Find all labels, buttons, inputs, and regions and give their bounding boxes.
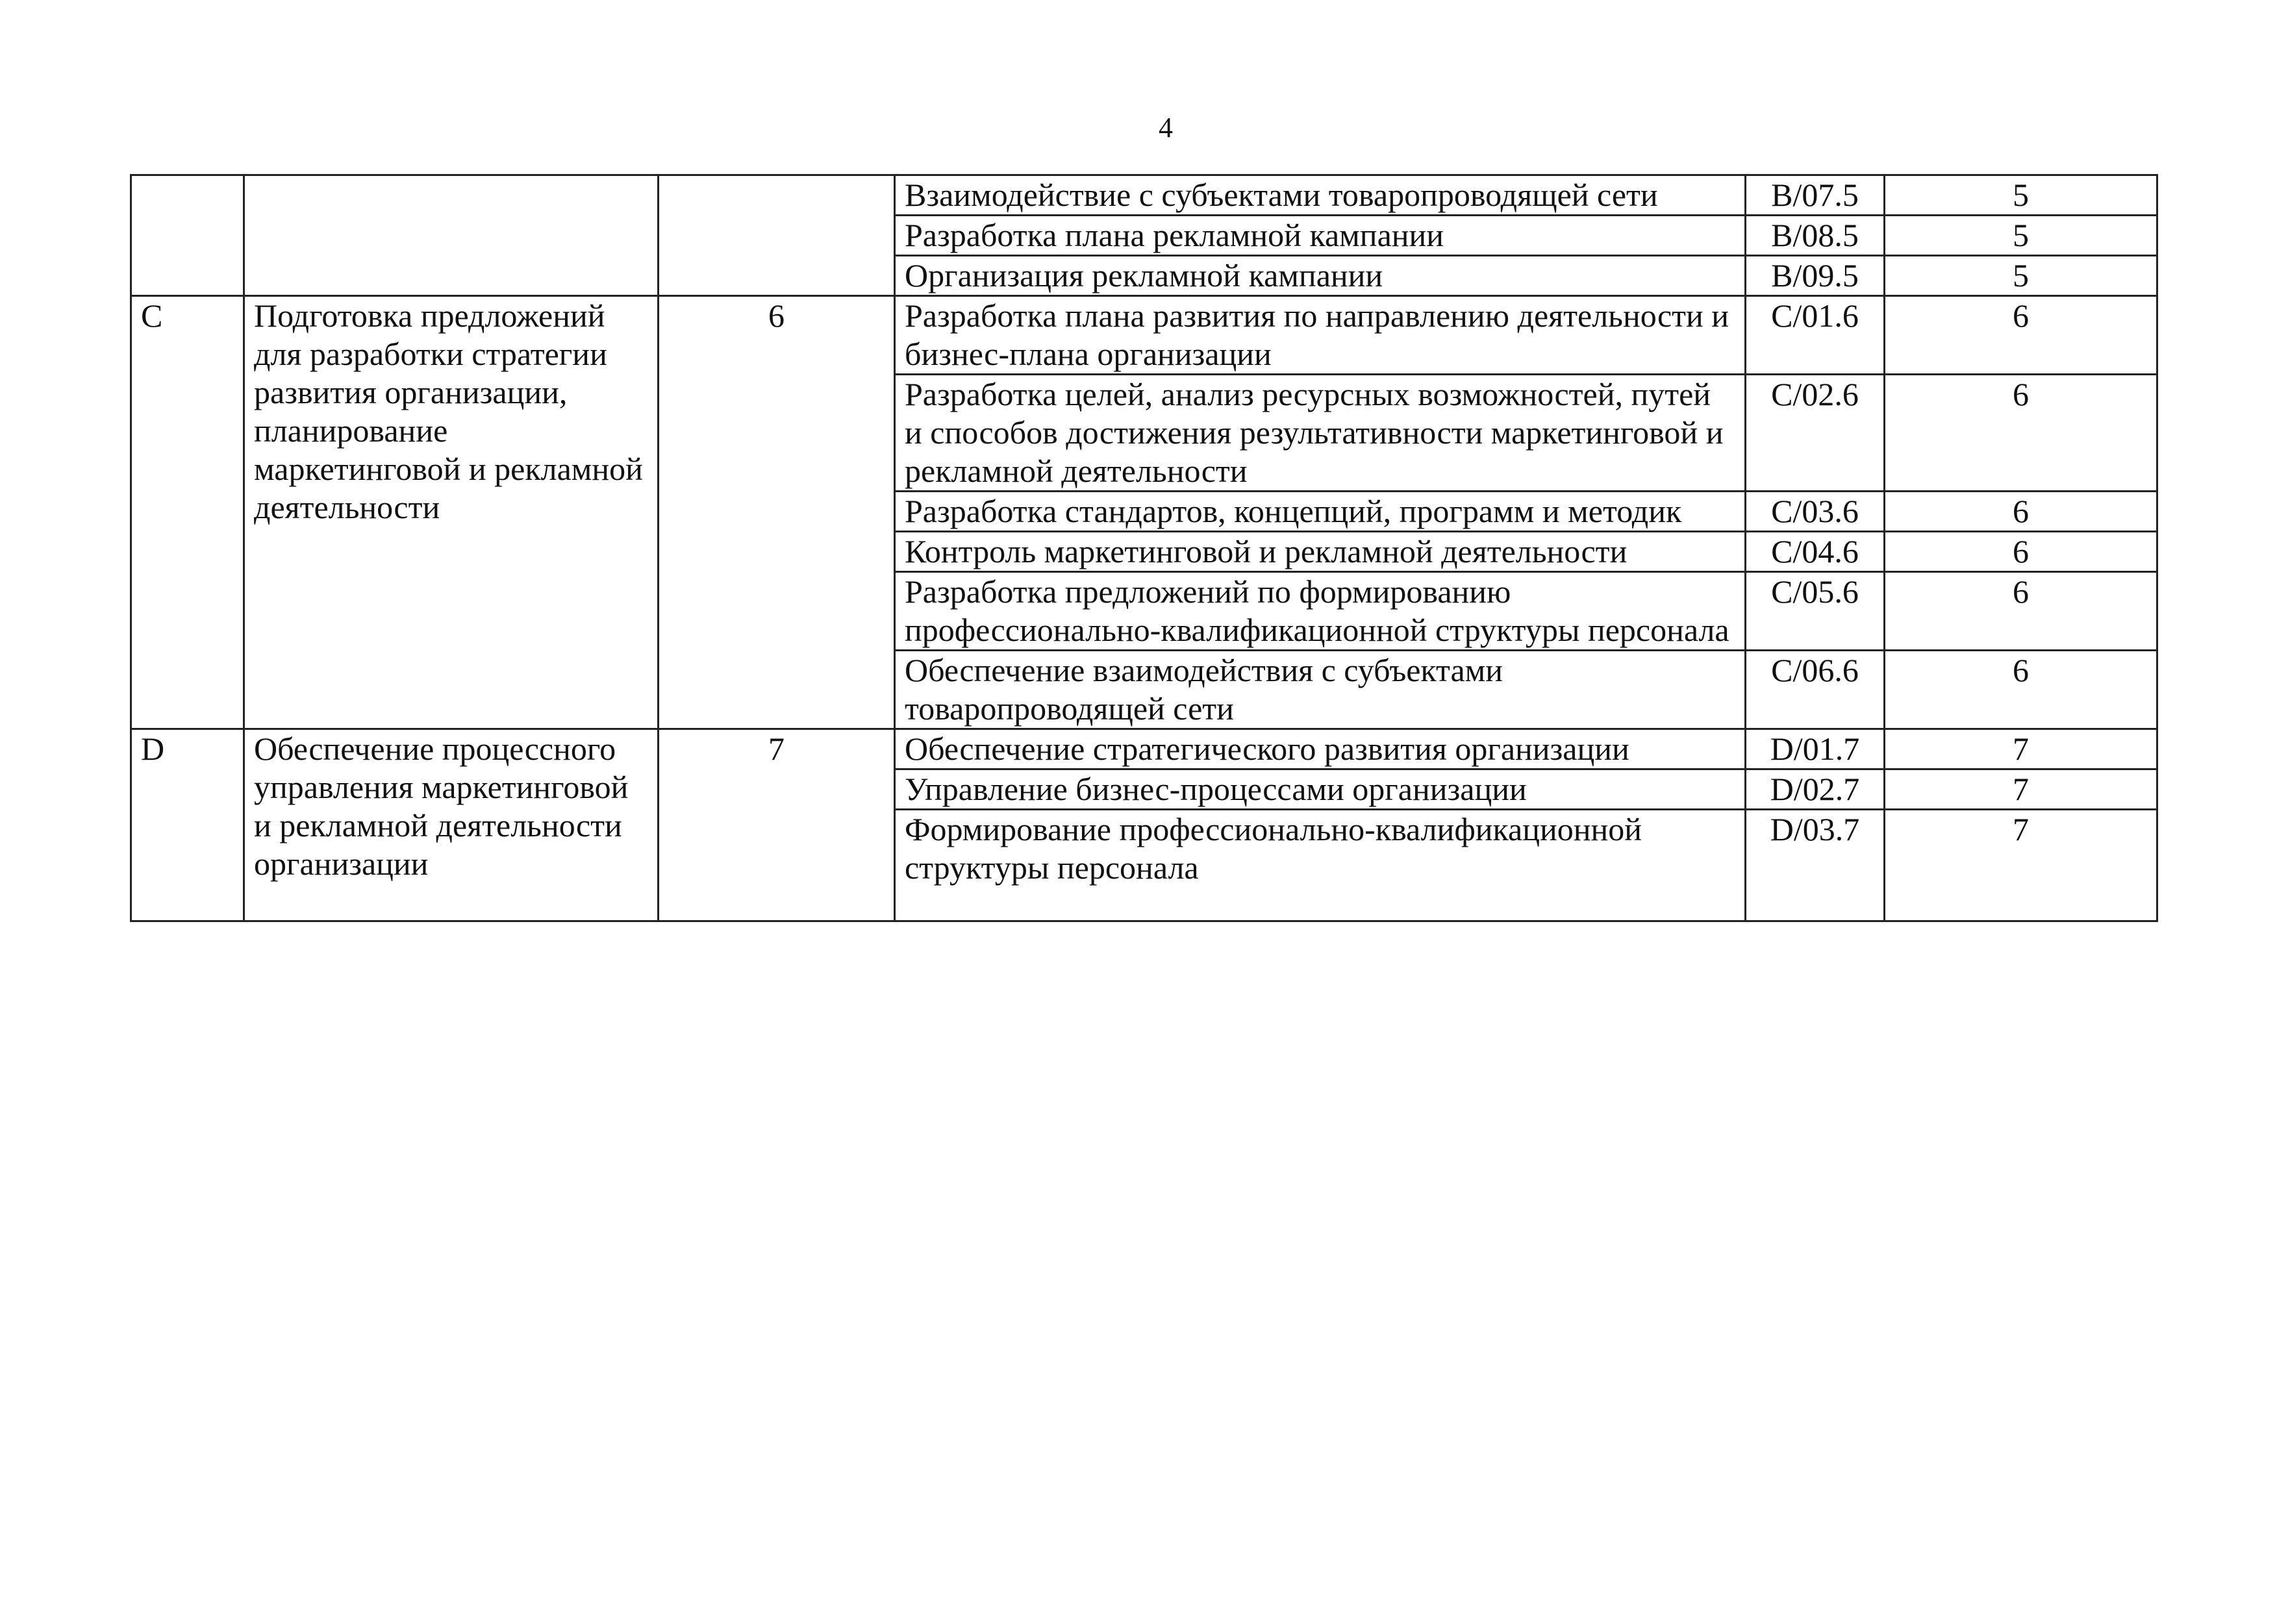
function-level-cell: 6 [1885, 532, 2157, 572]
function-name-cell: Разработка стандартов, концепций, программ и методик [895, 492, 1746, 532]
function-level-cell: 5 [1885, 256, 2157, 296]
function-code-cell: C/01.6 [1746, 296, 1885, 375]
function-code-cell: C/03.6 [1746, 492, 1885, 532]
function-level-cell: 6 [1885, 572, 2157, 651]
function-level-cell: 5 [1885, 216, 2157, 256]
function-level-cell: 5 [1885, 175, 2157, 216]
function-name-cell: Обеспечение взаимодействия с субъектами товаропроводящей сети [895, 651, 1746, 729]
function-name-cell: Организация рекламной кампании [895, 256, 1746, 296]
function-level-cell: 7 [1885, 810, 2157, 921]
function-name-cell: Взаимодействие с субъектами товаропроводящей сети [895, 175, 1746, 216]
function-level-cell: 6 [1885, 492, 2157, 532]
function-code-cell: B/08.5 [1746, 216, 1885, 256]
functions-table [130, 174, 2158, 922]
group-name-cell: Обеспечение процессного управления маркетинговой и рекламной деятельности организации [244, 729, 659, 921]
group-level-cell [659, 175, 895, 296]
group-code-cell [131, 175, 244, 296]
function-name-cell: Разработка плана рекламной кампании [895, 216, 1746, 256]
group-level-cell: 6 [659, 296, 895, 729]
function-code-cell: B/09.5 [1746, 256, 1885, 296]
table-row [131, 175, 2157, 216]
group-code-cell: D [131, 729, 244, 921]
function-code-cell: C/05.6 [1746, 572, 1885, 651]
function-level-cell: 6 [1885, 651, 2157, 729]
group-code-cell: C [131, 296, 244, 729]
function-name-cell: Разработка плана развития по направлению деятельности и бизнес-плана организации [895, 296, 1746, 375]
table-row [131, 296, 2157, 375]
function-code-cell: B/07.5 [1746, 175, 1885, 216]
function-name-cell: Разработка целей, анализ ресурсных возможностей, путей и способов достижения результативности маркетинговой и рекламной деятельности [895, 375, 1746, 492]
function-level-cell: 7 [1885, 729, 2157, 769]
group-name-cell: Подготовка предложений для разработки стратегии развития организации, планирование маркетинговой и рекламной деятельности [244, 296, 659, 729]
function-name-cell: Разработка предложений по формированию профессионально-квалификационной структуры персонала [895, 572, 1746, 651]
function-name-cell: Формирование профессионально-квалификационной структуры персонала [895, 810, 1746, 921]
function-level-cell: 6 [1885, 296, 2157, 375]
function-name-cell: Обеспечение стратегического развития организации [895, 729, 1746, 769]
function-code-cell: C/02.6 [1746, 375, 1885, 492]
table-row [131, 729, 2157, 769]
group-name-cell [244, 175, 659, 296]
function-level-cell: 7 [1885, 769, 2157, 810]
function-code-cell: D/03.7 [1746, 810, 1885, 921]
function-code-cell: D/02.7 [1746, 769, 1885, 810]
function-code-cell: C/04.6 [1746, 532, 1885, 572]
page-number: 4 [1159, 112, 1173, 144]
function-code-cell: D/01.7 [1746, 729, 1885, 769]
function-name-cell: Контроль маркетинговой и рекламной деятельности [895, 532, 1746, 572]
group-level-cell: 7 [659, 729, 895, 921]
function-name-cell: Управление бизнес-процессами организации [895, 769, 1746, 810]
function-code-cell: C/06.6 [1746, 651, 1885, 729]
function-level-cell: 6 [1885, 375, 2157, 492]
